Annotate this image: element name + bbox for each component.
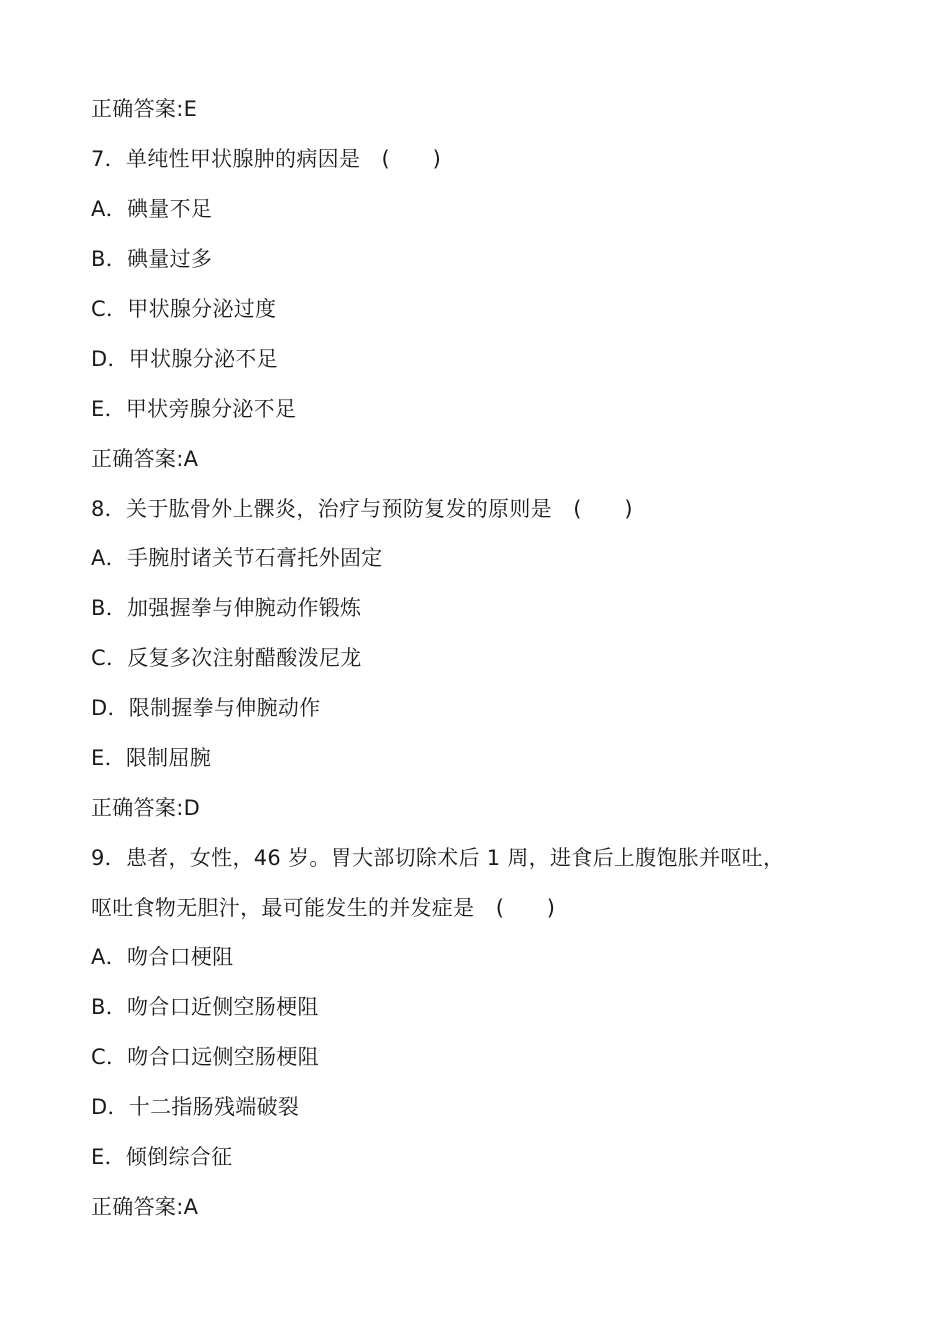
q8-option-a: A．手腕肘诸关节石膏托外固定	[91, 546, 383, 570]
q7-option-d: D．甲状腺分泌不足	[91, 347, 278, 371]
question-8: 8．关于肱骨外上髁炎，治疗与预防复发的原则是 ( )	[91, 497, 633, 521]
q7-option-e: E．甲状旁腺分泌不足	[91, 397, 297, 421]
q7-option-b: B．碘量过多	[91, 247, 213, 271]
q9-option-a: A．吻合口梗阻	[91, 945, 234, 969]
q7-option-c: C．甲状腺分泌过度	[91, 297, 277, 321]
answer-q9: 正确答案:A	[91, 1195, 199, 1219]
q8-option-b: B．加强握拳与伸腕动作锻炼	[91, 596, 362, 620]
q7-option-a: A．碘量不足	[91, 197, 213, 221]
q9-option-b: B．吻合口近侧空肠梗阻	[91, 995, 319, 1019]
question-7: 7．单纯性甲状腺肿的病因是 ( )	[91, 147, 442, 171]
q8-option-c: C．反复多次注射醋酸泼尼龙	[91, 646, 362, 670]
answer-q7: 正确答案:A	[91, 447, 199, 471]
answer-q8: 正确答案:D	[91, 796, 201, 820]
q8-option-d: D．限制握拳与伸腕动作	[91, 696, 321, 720]
q8-option-e: E．限制屈腕	[91, 746, 212, 770]
question-9: 9．患者，女性，46 岁。胃大部切除术后 1 周，进食后上腹饱胀并呕吐，	[91, 846, 785, 870]
answer-q6: 正确答案:E	[91, 97, 198, 121]
question-9-cont: 呕吐食物无胆汁，最可能发生的并发症是 ( )	[91, 896, 556, 920]
q9-option-e: E．倾倒综合征	[91, 1145, 233, 1169]
q9-option-c: C．吻合口远侧空肠梗阻	[91, 1045, 319, 1069]
q9-option-d: D．十二指肠残端破裂	[91, 1095, 300, 1119]
